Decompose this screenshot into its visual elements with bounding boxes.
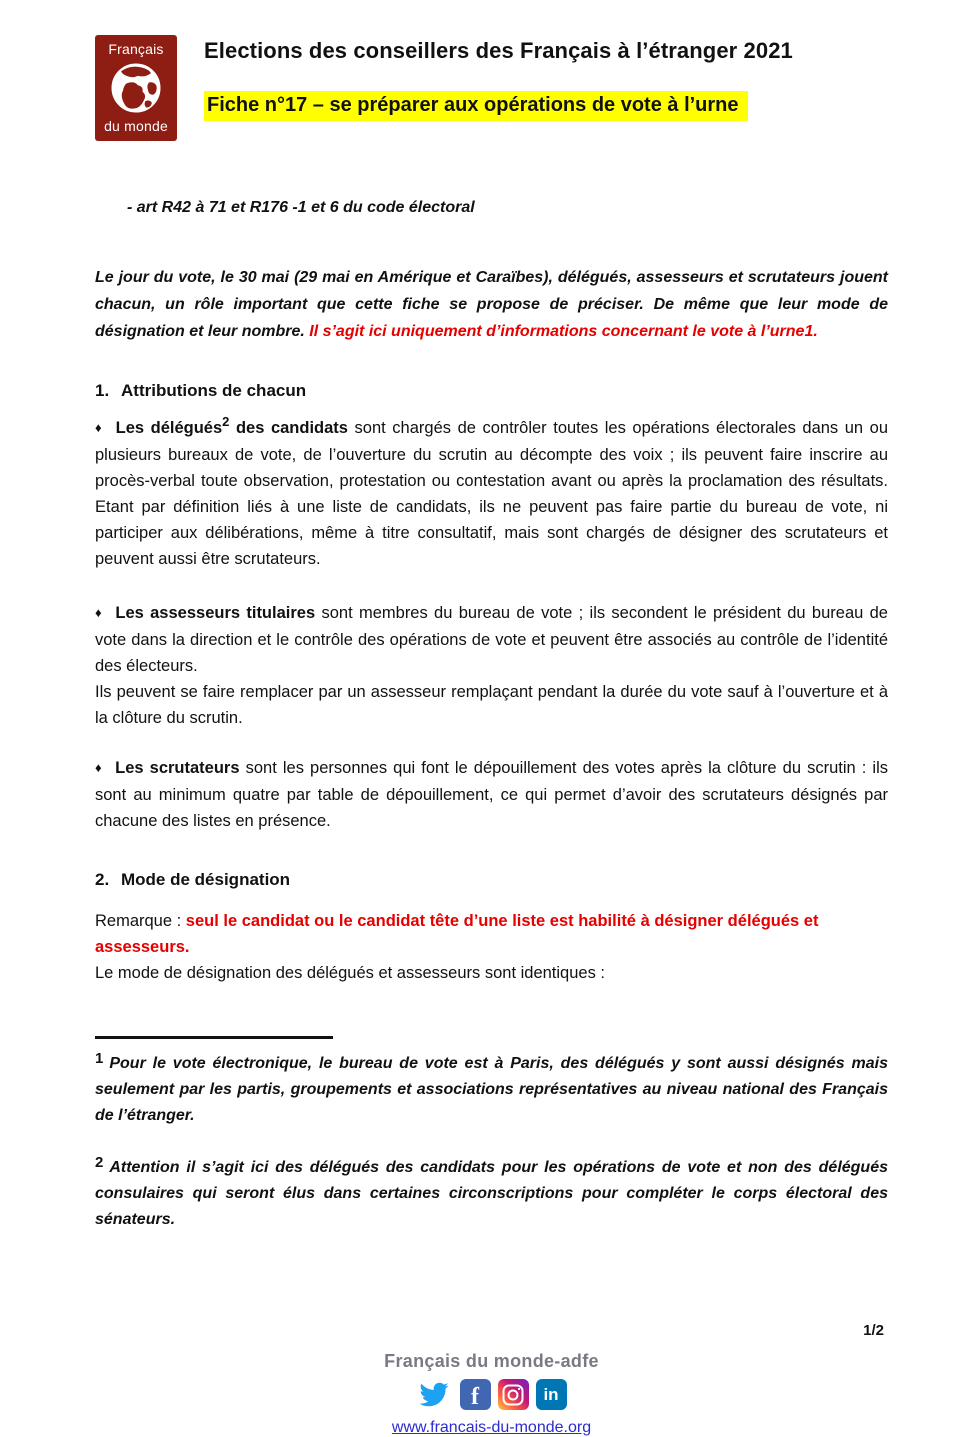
footer-org-name: Français du monde-adfe <box>384 1351 599 1371</box>
remark-paragraph <box>95 908 888 986</box>
diamond-bullet-icon: ♦ <box>95 760 104 775</box>
diamond-bullet-icon: ♦ <box>95 420 104 435</box>
linkedin-icon[interactable]: in <box>536 1379 567 1410</box>
footnote-2-marker: 2 <box>95 1154 104 1171</box>
document-title: Elections des conseillers des Français à l’étranger 2021 <box>204 38 793 63</box>
document-subtitle-highlighted: Fiche n°17 – se préparer aux opérations de vote à l’urne <box>204 91 748 121</box>
footnote-2-text: Attention il s’agit ici des délégués des candidats pour les opérations de vote et non des délégués consulaires qui seront élus dans certaines circonscriptions pour compléter le corps électoral des sénateurs. <box>95 1159 888 1228</box>
footnote-1 <box>95 1051 888 1129</box>
francais-du-monde-logo <box>95 35 177 141</box>
intro-text: Le jour du vote, le 30 mai (29 mai en Amérique et Caraïbes), délégués, assesseurs et scrutateurs jouent chacun, un rôle important que cette fiche se propose de préciser. De même que leur mode de désignation et leur nombre. <box>95 269 888 340</box>
instagram-icon[interactable] <box>498 1379 529 1410</box>
footnote-1-marker: 1 <box>95 1050 104 1067</box>
bullet-assesseurs-text: sont membres du bureau de vote ; ils secondent le président du bureau de vote dans la direction et le contrôle des opérations de vote et peuvent être associés au contrôle de l’identité des électeurs. <box>95 604 888 675</box>
page-number: 1/2 <box>863 1322 884 1339</box>
bullet-scrutateurs <box>95 755 888 834</box>
globe-icon <box>108 60 164 116</box>
footnote-separator <box>95 1036 333 1039</box>
intro-red-text: Il s’agit ici uniquement d’informations concernant le vote à l’urne1. <box>309 323 818 340</box>
section-2-heading <box>95 870 888 890</box>
footnote-ref-2: 2 <box>222 414 230 429</box>
bullet-scrutateurs-text: sont les personnes qui font le dépouillement des votes après la clôture du scrutin : ils sont au minimum quatre par table de dépouillement, ce qui permet d’avoir des scrutateurs désignés par chacune des listes en présence. <box>95 759 889 830</box>
header-titles <box>204 35 793 121</box>
logo-text-top: Français <box>108 41 164 57</box>
remark-label: Remarque : <box>95 912 186 930</box>
footnote-1-text: Pour le vote électronique, le bureau de vote est à Paris, des délégués y sont aussi désignés mais seulement par les partis, groupements et associations représentatives au niveau national des Français de l’étranger. <box>95 1055 888 1124</box>
document-footer <box>95 1351 888 1437</box>
logo-text-bottom: du monde <box>104 118 168 134</box>
section-2-title: Mode de désignation <box>121 870 291 889</box>
section-2-number: 2. <box>95 870 110 889</box>
section-1-number: 1. <box>95 381 110 400</box>
bullet-scrutateurs-bold: Les scrutateurs <box>115 759 240 777</box>
facebook-icon[interactable]: f <box>460 1379 491 1410</box>
section-1-heading <box>95 381 888 401</box>
bullet-delegues-bold2: des candidats <box>229 419 348 437</box>
remark-red-text: seul le candidat ou le candidat tête d’une liste est habilité à désigner délégués et assesseurs. <box>95 912 819 956</box>
footnote-2 <box>95 1155 888 1233</box>
intro-paragraph <box>95 264 888 345</box>
designation-mode-line: Le mode de désignation des délégués et assesseurs sont identiques : <box>95 964 606 982</box>
bullet-delegues <box>95 415 888 572</box>
section-1-title: Attributions de chacun <box>121 381 307 400</box>
bullet-delegues-text: sont chargés de contrôler toutes les opérations électorales dans un ou plusieurs bureaux de vote, de l’ouverture du scrutin au décompte des voix ; ils peuvent faire inscrire au procès-verbal toute observation, protestation ou contestation avant ou après la proclamation des résultats. Etant par définition liés à une liste de candidats, ils ne peuvent pas faire partie du bureau de vote, ni participer aux délibérations, même à titre consultatif, mais sont chargés de désigner des scrutateurs et peuvent aussi être scrutateurs. <box>95 419 889 568</box>
legal-reference: - art R42 à 71 et R176 -1 et 6 du code électoral <box>127 199 475 216</box>
bullet-delegues-bold: Les délégués <box>115 419 223 437</box>
twitter-icon[interactable] <box>417 1379 453 1410</box>
footer-link-wrap <box>95 1419 888 1437</box>
document-header <box>95 35 888 141</box>
social-icons-row <box>95 1379 888 1410</box>
bullet-assesseurs-bold: Les assesseurs titulaires <box>115 604 316 622</box>
bullet-assesseurs-text2: Ils peuvent se faire remplacer par un assesseur remplaçant pendant la durée du vote sauf à l’ouverture et à la clôture du scrutin. <box>95 683 888 727</box>
bullet-assesseurs <box>95 600 888 731</box>
diamond-bullet-icon: ♦ <box>95 605 104 620</box>
document-subtitle-wrap <box>204 91 793 121</box>
website-link[interactable]: www.francais-du-monde.org <box>391 1419 592 1436</box>
